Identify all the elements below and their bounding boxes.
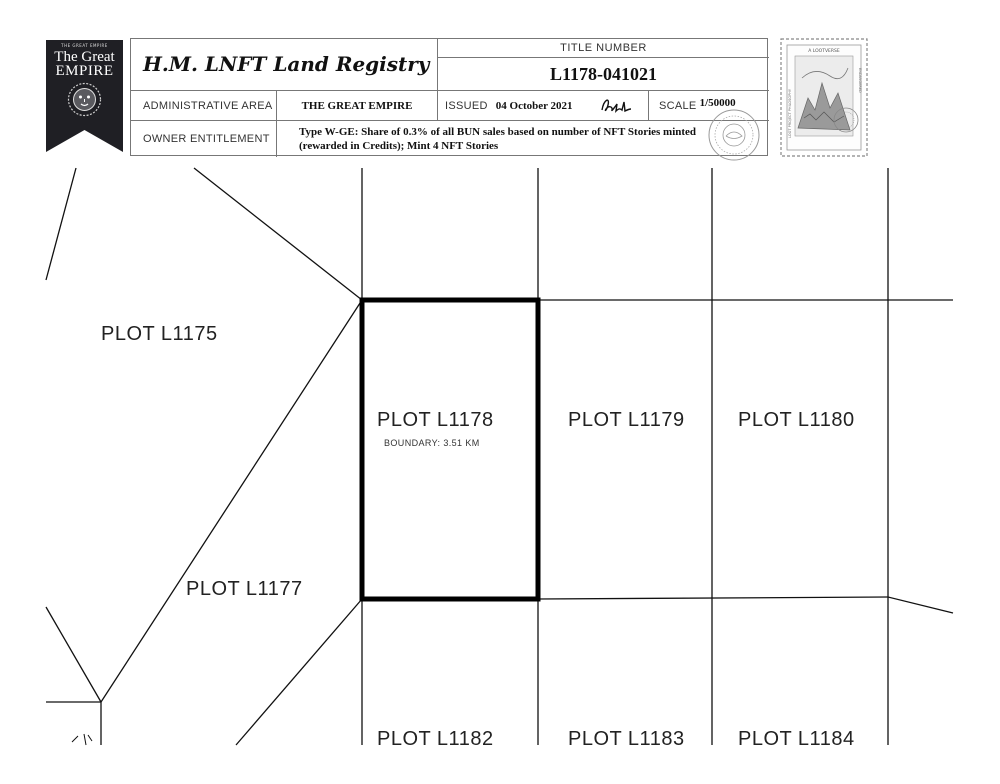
plot-boundaries — [46, 168, 953, 745]
plot-boundary-length: BOUNDARY: 3.51 KM — [384, 438, 480, 448]
banner-title-line2: EMPIRE — [55, 63, 114, 79]
issued-cell — [438, 91, 649, 121]
plot-label-l1183[interactable]: PLOT L1183 — [568, 728, 685, 750]
stamp-top-text: A LOOTVERSE — [808, 49, 840, 54]
scale-label: SCALE — [659, 100, 697, 112]
owner-entitlement-line1: Type W-GE: Share of 0.3% of all BUN sales based on number of NFT Stories minted — [299, 126, 697, 138]
title-header-table — [130, 38, 768, 156]
plot-label-l1182[interactable]: PLOT L1182 — [377, 728, 494, 750]
plot-label-l1179[interactable]: PLOT L1179 — [568, 409, 685, 431]
owner-entitlement-line2: (rewarded in Credits); Mint 4 NFT Stories — [299, 140, 499, 152]
empire-banner-logo — [46, 40, 123, 152]
registry-title: H.M. LNFT Land Registry — [131, 39, 438, 91]
issued-date: 04 October 2021 — [495, 100, 573, 112]
stamp-left-text: LOOT PROJECT PHILOSOPHY — [788, 88, 792, 138]
lion-crest-icon — [66, 81, 103, 118]
banner-small-text: THE GREAT EMPIRE — [61, 43, 108, 48]
scale-value: 1/50000 — [699, 97, 736, 109]
administrative-area-label: ADMINISTRATIVE AREA — [131, 91, 277, 121]
title-number-value: L1178-041021 — [438, 58, 769, 91]
owner-entitlement-label: OWNER ENTITLEMENT — [131, 121, 277, 157]
plot-label-l1177[interactable]: PLOT L1177 — [186, 578, 303, 600]
issued-label: ISSUED — [445, 100, 488, 112]
selected-plot-outline — [362, 300, 538, 599]
stamp-right-text: ENDANGERED — [858, 68, 862, 93]
plot-label-l1178[interactable]: PLOT L1178 — [377, 409, 494, 431]
round-seal-icon — [706, 108, 762, 162]
plot-label-l1175[interactable]: PLOT L1175 — [101, 323, 218, 345]
owner-entitlement-value — [277, 121, 769, 157]
title-number-label: TITLE NUMBER — [438, 39, 769, 58]
plot-label-l1180[interactable]: PLOT L1180 — [738, 409, 855, 431]
postage-stamp-icon — [780, 38, 870, 158]
administrative-area-value: THE GREAT EMPIRE — [277, 91, 438, 121]
signature-icon — [598, 95, 632, 117]
banner-title-line1: The Great — [54, 49, 115, 65]
plot-label-l1184[interactable]: PLOT L1184 — [738, 728, 855, 750]
